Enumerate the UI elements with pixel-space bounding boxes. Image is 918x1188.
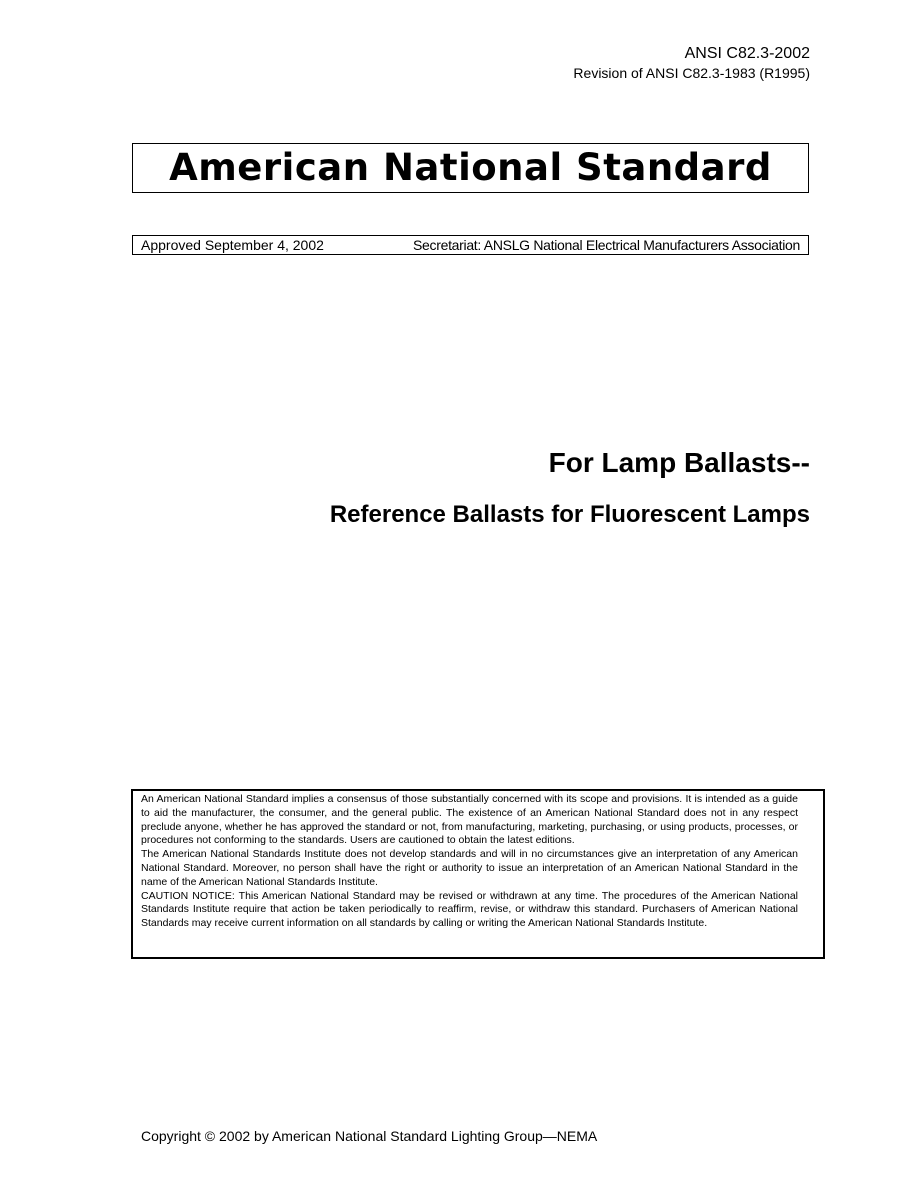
notice-paragraph-caution: CAUTION NOTICE: This American National Standard may be revised or withdrawn at any time. The procedures of the American National Standards Institute require that action be taken periodically to reaffirm, revise, or withdraw this standard. Purchasers of American National Standards may receive current information on all standards by calling or writing the American National Standards Institute. [141,889,798,930]
document-number: ANSI C82.3-2002 [684,45,810,62]
approval-date: Approved September 4, 2002 [141,237,324,253]
copyright: Copyright © 2002 by American National Standard Lighting Group—NEMA [141,1128,598,1144]
notice-paragraph-interpretation: The American National Standards Institute does not develop standards and will in no circumstances give an interpretation of any American National Standard. Moreover, no person shall have the right or authority to issue an interpretation of an American National Standard in the name of the American National Standards Institute. [141,848,798,888]
notice-paragraph-consensus: An American National Standard implies a consensus of those substantially concerned with its scope and provisions. It is intended as a guide to aid the manufacturer, the consumer, and the general public. The existence of an American National Standard does not in any respect preclude anyone, whether he has approved the standard or not, from manufacturing, marketing, purchasing, or using products, processes, or procedures not conforming to the standards. Users are cautioned to obtain the latest editions. [141,793,798,847]
approval-box [132,235,809,255]
notice-box [131,789,825,959]
revision-note: Revision of ANSI C82.3-1983 (R1995) [573,65,810,81]
subject-title: For Lamp Ballasts-- [548,447,810,478]
title-box [132,143,809,193]
subject-subtitle: Reference Ballasts for Fluorescent Lamps [329,501,810,528]
page-title: American National Standard [169,146,772,189]
secretariat: Secretariat: ANSLG National Electrical Manufacturers Association [413,237,800,253]
